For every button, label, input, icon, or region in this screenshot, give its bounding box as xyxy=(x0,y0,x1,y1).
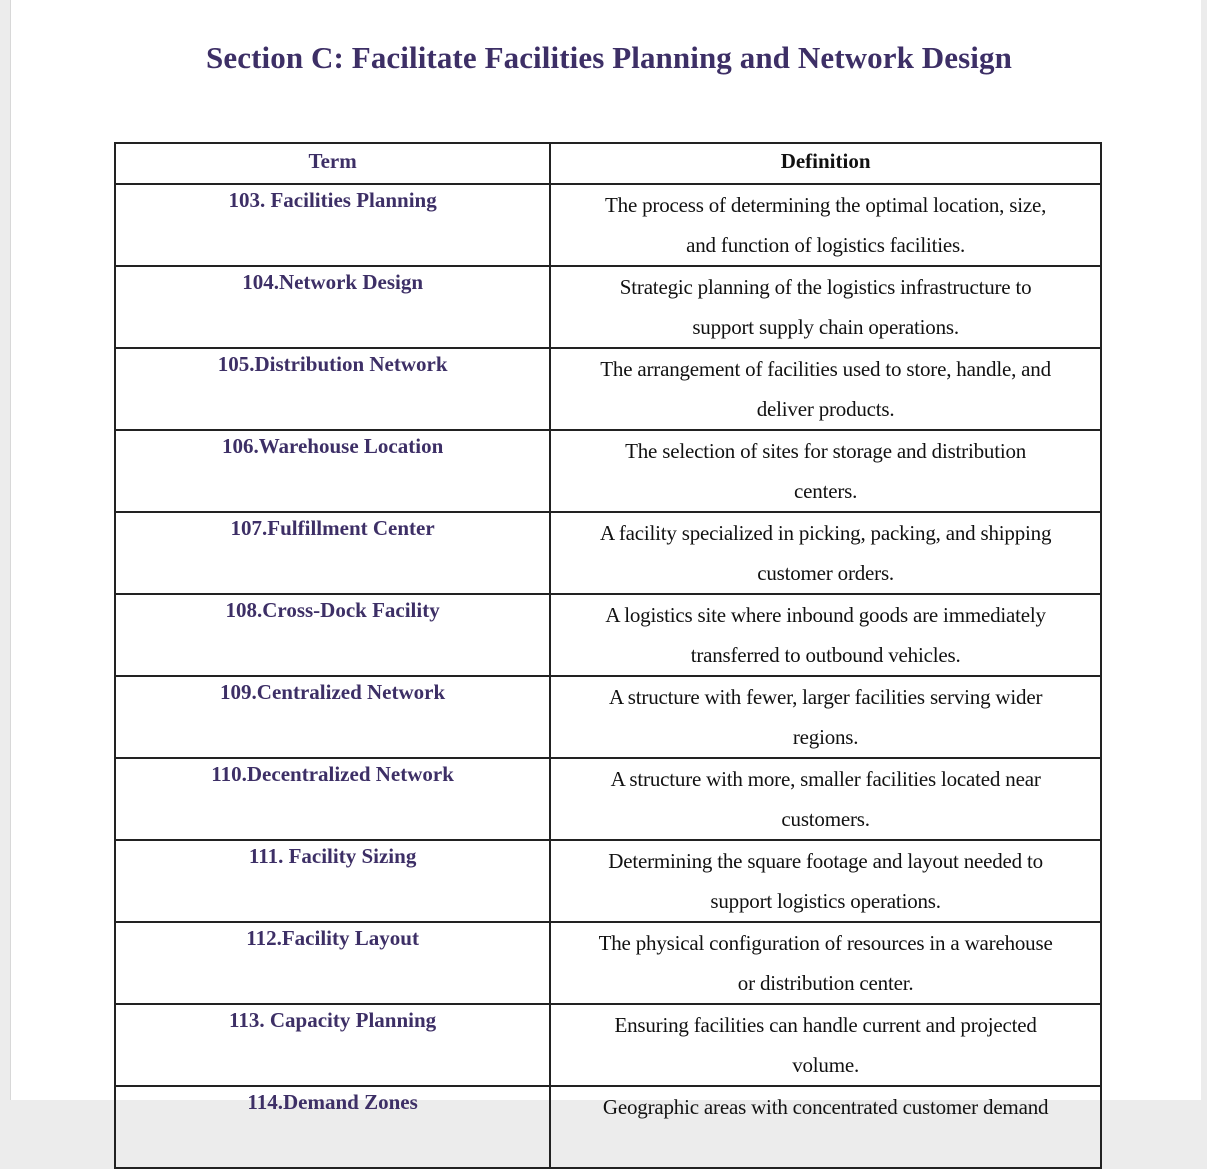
definition-line: support supply chain operations. xyxy=(692,315,959,339)
definition-line: Ensuring facilities can handle current and projected xyxy=(614,1013,1037,1037)
term-cell: 104.Network Design xyxy=(115,266,550,348)
definition-cell xyxy=(550,266,1101,348)
term-cell: 107.Fulfillment Center xyxy=(115,512,550,594)
definition-cell xyxy=(550,840,1101,922)
document-page xyxy=(10,0,1201,1119)
table-row xyxy=(115,1004,1101,1086)
definition-line: or distribution center. xyxy=(737,971,914,995)
definition-line: volume. xyxy=(792,1053,860,1077)
definition-line: deliver products. xyxy=(756,397,895,421)
definition-line: transferred to outbound vehicles. xyxy=(690,643,961,667)
term-cell: 106.Warehouse Location xyxy=(115,430,550,512)
term-cell: 109.Centralized Network xyxy=(115,676,550,758)
definition-cell xyxy=(550,676,1101,758)
definition-line: regions. xyxy=(792,725,859,749)
definition-line: Geographic areas with concentrated customer demand xyxy=(602,1095,1049,1119)
definition-line: customer orders. xyxy=(757,561,894,585)
definition-line: A structure with fewer, larger facilities serving wider xyxy=(608,685,1043,709)
table-header-row xyxy=(115,143,1101,184)
definition-cell xyxy=(550,430,1101,512)
table-row xyxy=(115,840,1101,922)
definition-line: A facility specialized in picking, packing, and shipping xyxy=(599,521,1052,545)
term-cell: 111. Facility Sizing xyxy=(115,840,550,922)
term-cell: 110.Decentralized Network xyxy=(115,758,550,840)
definition-cell xyxy=(550,184,1101,266)
definition-cell xyxy=(550,758,1101,840)
term-cell: 114.Demand Zones xyxy=(115,1086,550,1168)
definition-line: centers. xyxy=(794,479,858,503)
definition-line: The selection of sites for storage and distribution xyxy=(625,439,1027,463)
definition-line: Strategic planning of the logistics infrastructure to xyxy=(619,275,1032,299)
table-row xyxy=(115,430,1101,512)
definition-line: The physical configuration of resources in a warehouse xyxy=(598,931,1053,955)
table-row xyxy=(115,512,1101,594)
definition-cell xyxy=(550,348,1101,430)
term-column-header: Term xyxy=(115,143,550,184)
definition-column-header: Definition xyxy=(550,143,1101,184)
definition-line: A logistics site where inbound goods are immediately xyxy=(605,603,1046,627)
definition-cell xyxy=(550,594,1101,676)
definition-line: and function of logistics facilities. xyxy=(686,233,966,257)
glossary-table xyxy=(114,142,1102,1169)
table-row xyxy=(115,1086,1101,1168)
term-cell: 103. Facilities Planning xyxy=(115,184,550,266)
table-row xyxy=(115,922,1101,1004)
definition-cell xyxy=(550,1086,1101,1168)
definition-cell xyxy=(550,512,1101,594)
definition-line: A structure with more, smaller facilities located near xyxy=(610,767,1041,791)
term-cell: 108.Cross-Dock Facility xyxy=(115,594,550,676)
table-row xyxy=(115,594,1101,676)
term-cell: 112.Facility Layout xyxy=(115,922,550,1004)
definition-cell xyxy=(550,922,1101,1004)
definition-line: support logistics operations. xyxy=(710,889,941,913)
definition-line: The arrangement of facilities used to store, handle, and xyxy=(600,357,1051,381)
term-cell: 113. Capacity Planning xyxy=(115,1004,550,1086)
table-row xyxy=(115,676,1101,758)
term-cell: 105.Distribution Network xyxy=(115,348,550,430)
definition-cell xyxy=(550,1004,1101,1086)
table-row xyxy=(115,266,1101,348)
table-row xyxy=(115,348,1101,430)
definition-line: customers. xyxy=(781,807,870,831)
definition-line: Determining the square footage and layout needed to xyxy=(608,849,1043,873)
table-row xyxy=(115,758,1101,840)
definition-line: The process of determining the optimal location, size, xyxy=(605,193,1047,217)
table-row xyxy=(115,184,1101,266)
section-title: Section C: Facilitate Facilities Planning and Network Design xyxy=(206,40,1012,75)
